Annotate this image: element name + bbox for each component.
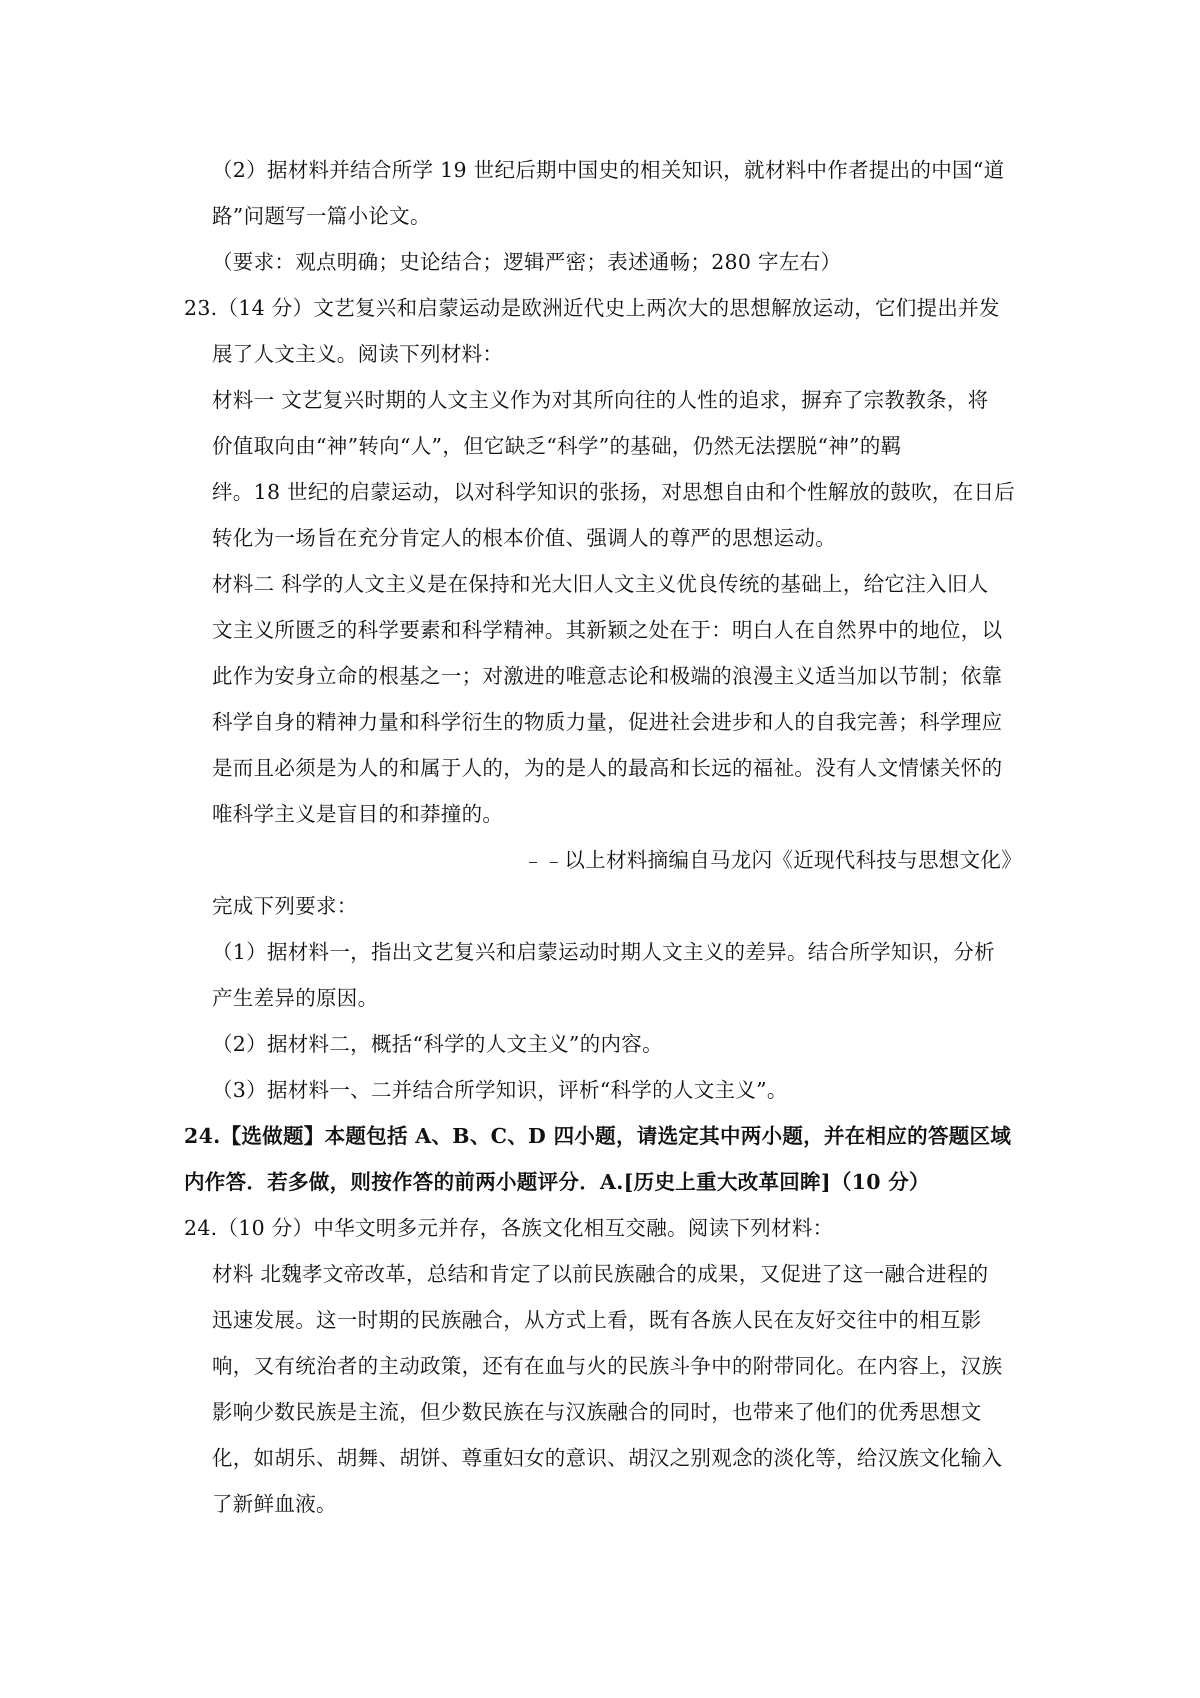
q23-source-citation: ﹣﹣以上材料摘编自马龙闪《近现代科技与思想文化》 (522, 848, 1022, 872)
q24-material-line5: 化，如胡乐、胡舞、胡饼、尊重妇女的意识、胡汉之别观念的淡化等，给汉族文化输入 (212, 1446, 1003, 1470)
q23-material2-line3: 此作为安身立命的根基之一；对激进的唯意志论和极端的浪漫主义适当加以节制；依靠 (212, 664, 1003, 688)
q23-task3: （3）据材料一、二并结合所学知识，评析“科学的人文主义”。 (212, 1078, 788, 1102)
q23-material2-line4: 科学自身的精神力量和科学衍生的物质力量，促进社会进步和人的自我完善；科学理应 (212, 710, 1003, 734)
q22-part2-line2: 路”问题写一篇小论文。 (212, 204, 431, 228)
q24-material-line4: 影响少数民族是主流，但少数民族在与汉族融合的同时，也带来了他们的优秀思想文 (212, 1400, 982, 1424)
q23-heading-line2: 展了人文主义。阅读下列材料： (212, 342, 504, 366)
q23-material2-line1: 材料二 科学的人文主义是在保持和光大旧人文主义优良传统的基础上，给它注入旧人 (212, 572, 989, 596)
q23-material1-line2: 价值取向由“神”转向“人”，但它缺乏“科学”的基础，仍然无法摆脱“神”的羁 (212, 434, 902, 458)
q24-heading: 24.（10 分）中华文明多元并存，各族文化相互交融。阅读下列材料： (184, 1216, 834, 1240)
q23-task1-line1: （1）据材料一，指出文艺复兴和启蒙运动时期人文主义的差异。结合所学知识，分析 (212, 940, 995, 964)
q22-part2-line1: （2）据材料并结合所学 19 世纪后期中国史的相关知识，就材料中作者提出的中国“道 (212, 158, 1005, 182)
q23-task1-line2: 产生差异的原因。 (212, 986, 379, 1010)
q23-material1-line3: 绊。18 世纪的启蒙运动，以对科学知识的张扬，对思想自由和个性解放的鼓吹，在日后 (212, 480, 1016, 504)
q23-material2-line2: 文主义所匮乏的科学要素和科学精神。其新颖之处在于：明白人在自然界中的地位，以 (212, 618, 1003, 642)
q24-material-line1: 材料 北魏孝文帝改革，总结和肯定了以前民族融合的成果，又促进了这一融合进程的 (212, 1262, 989, 1286)
q23-material2-line5: 是而且必须是为人的和属于人的，为的是人的最高和长远的福祉。没有人文情愫关怀的 (212, 756, 1003, 780)
q23-tasks-heading: 完成下列要求： (212, 894, 358, 918)
q24-elective-line2: 内作答．若多做，则按作答的前两小题评分．A.[历史上重大改革回眸]（10 分） (184, 1170, 930, 1194)
q23-material1-line4: 转化为一场旨在充分肯定人的根本价值、强调人的尊严的思想运动。 (212, 526, 836, 550)
q23-material2-line6: 唯科学主义是盲目的和莽撞的。 (212, 802, 504, 826)
q23-heading-line1: 23.（14 分）文艺复兴和启蒙运动是欧洲近代史上两次大的思想解放运动，它们提出并发 (184, 296, 1000, 320)
q24-elective-line1: 24.【选做题】本题包括 A、B、C、D 四小题，请选定其中两小题，并在相应的答题区域 (184, 1124, 1012, 1148)
q22-requirements: （要求：观点明确；史论结合；逻辑严密；表述通畅；280 字左右） (212, 250, 842, 274)
q24-material-line6: 了新鲜血液。 (212, 1492, 337, 1516)
q23-material1-line1: 材料一 文艺复兴时期的人文主义作为对其所向往的人性的追求，摒弃了宗教教条，将 (212, 388, 989, 412)
q23-task2: （2）据材料二，概括“科学的人文主义”的内容。 (212, 1032, 663, 1056)
q24-material-line2: 迅速发展。这一时期的民族融合，从方式上看，既有各族人民在友好交往中的相互影 (212, 1308, 982, 1332)
q24-material-line3: 响，又有统治者的主动政策，还有在血与火的民族斗争中的附带同化。在内容上，汉族 (212, 1354, 1003, 1378)
